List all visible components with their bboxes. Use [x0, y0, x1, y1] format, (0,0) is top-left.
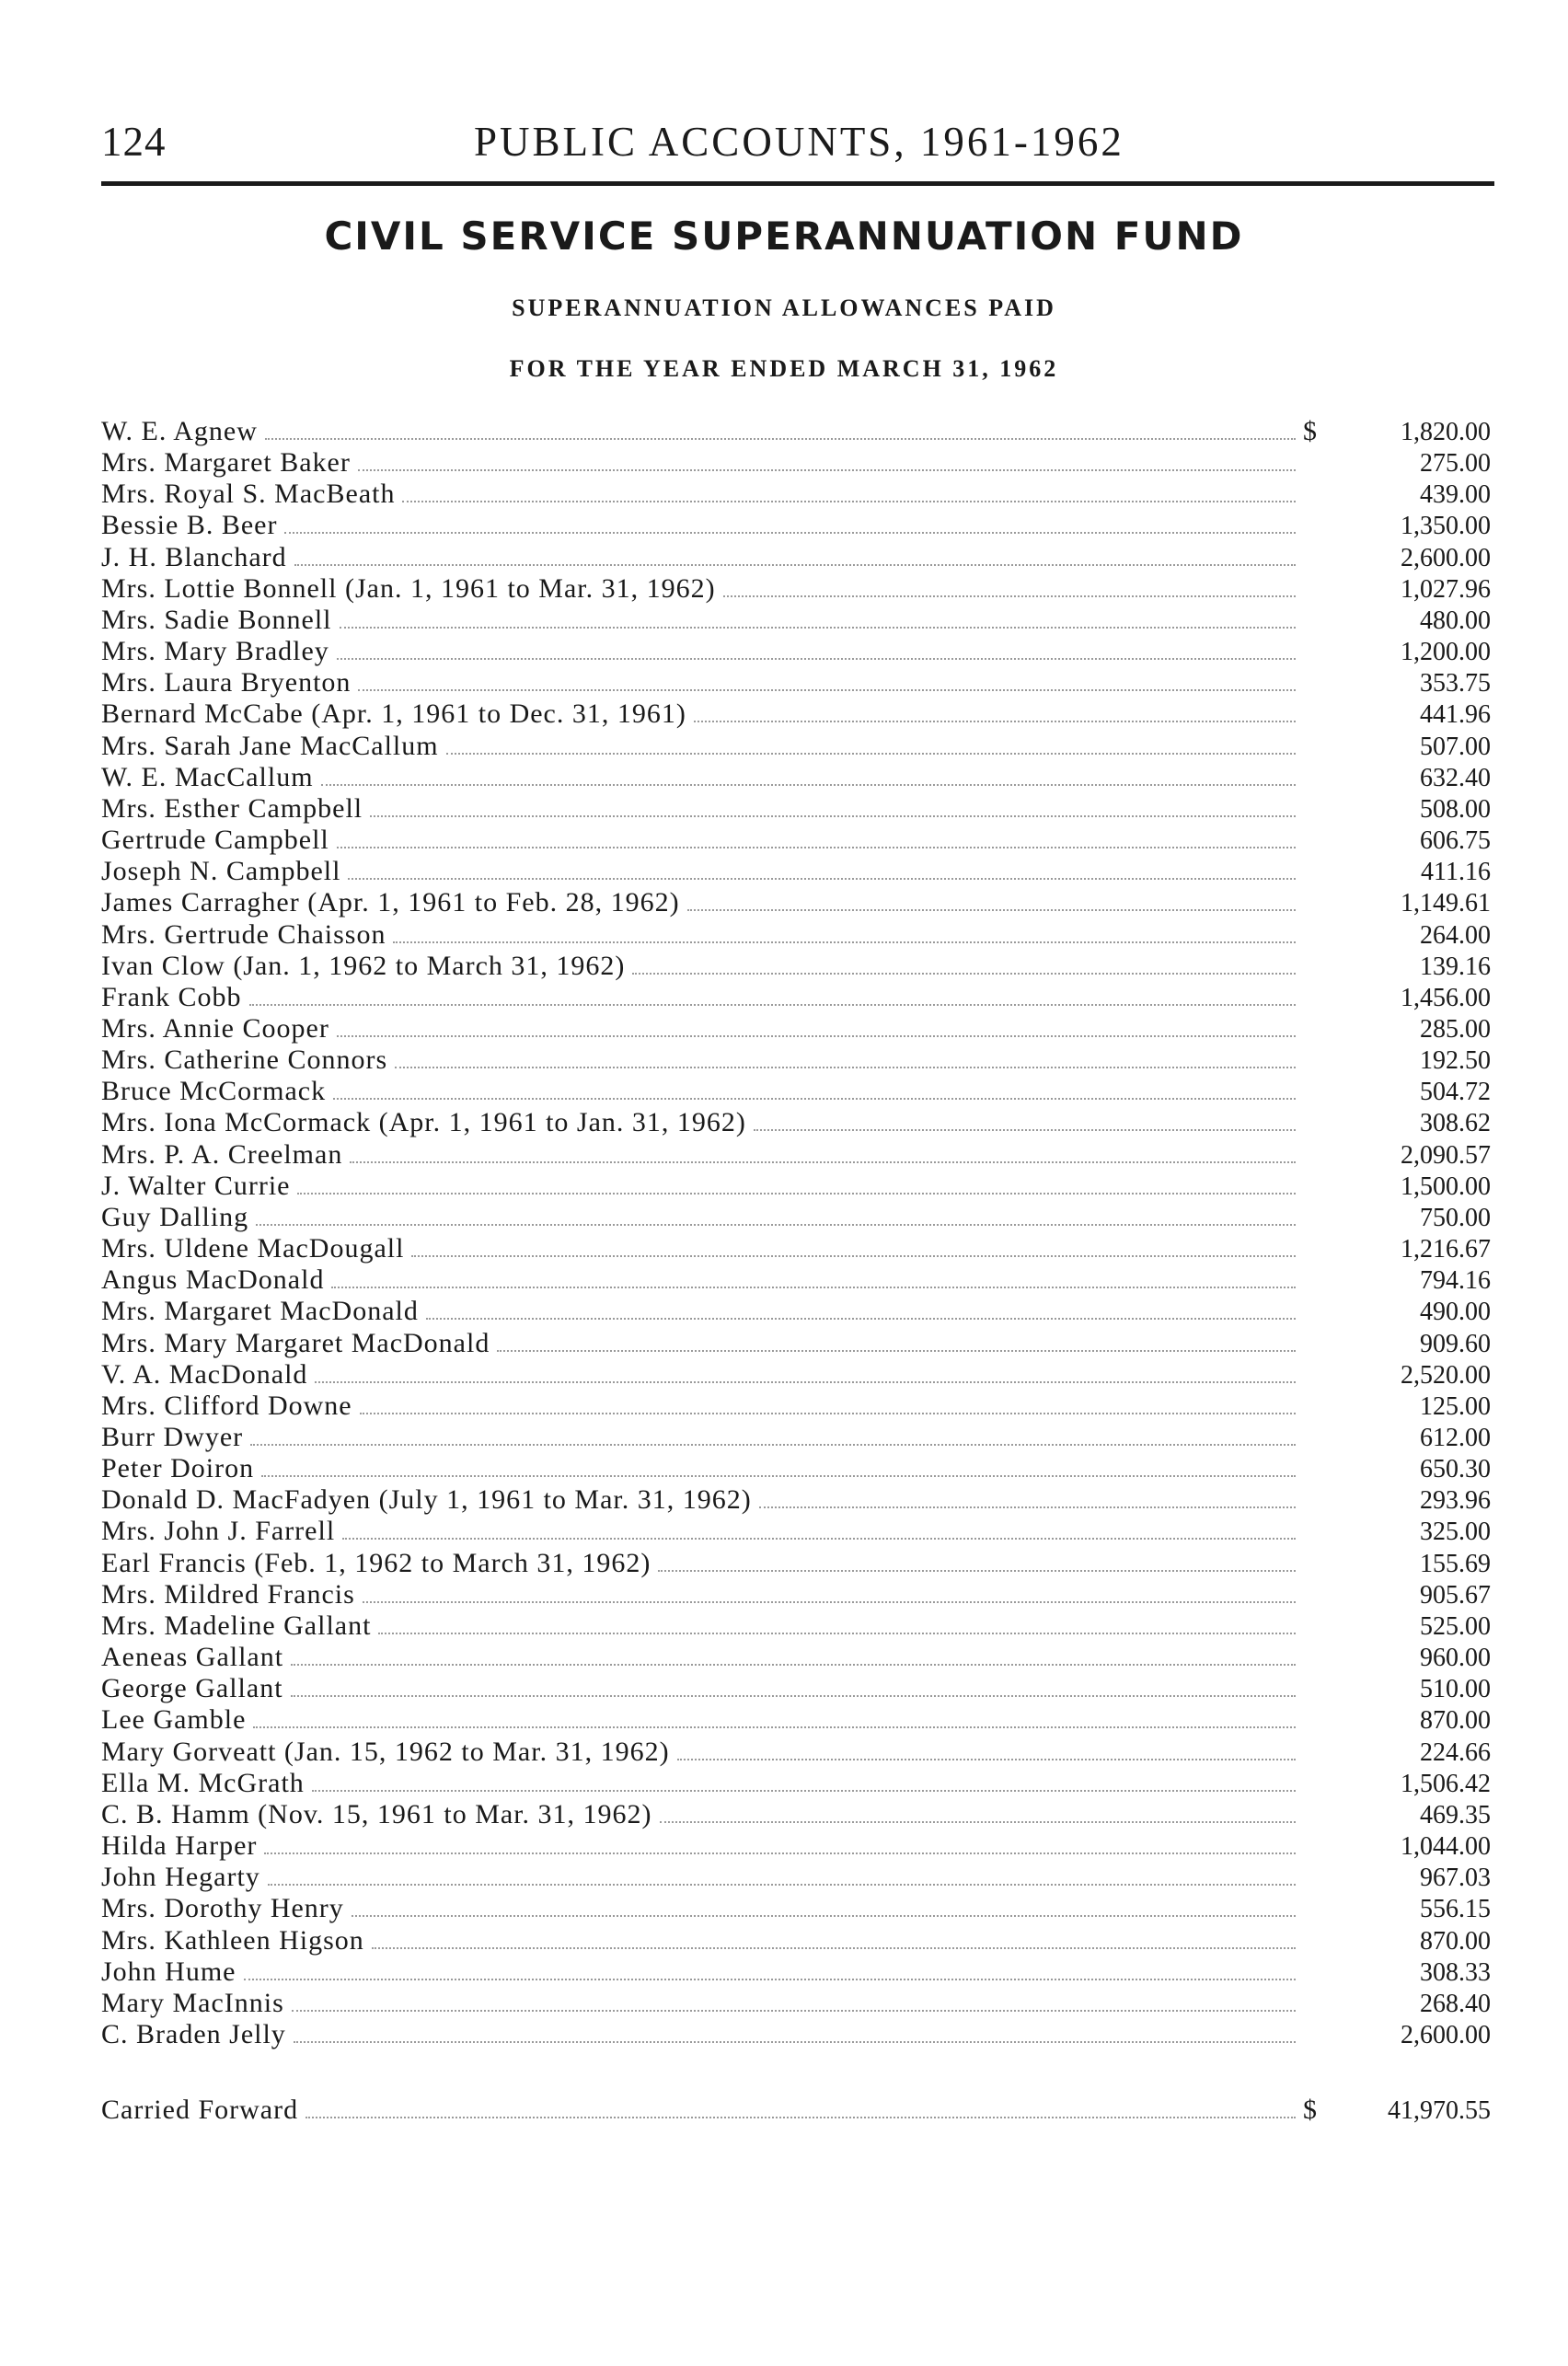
recipient-name: James Carragher (Apr. 1, 1961 to Feb. 28, 1962) [101, 887, 680, 918]
recipient-name: Mary Gorveatt (Jan. 15, 1962 to Mar. 31, 1962) [101, 1736, 670, 1767]
dot-leader [297, 1172, 1296, 1195]
recipient-name: Bernard McCabe (Apr. 1, 1961 to Dec. 31, 1961) [101, 698, 686, 730]
allowance-amount: 2,600.00 [1401, 543, 1491, 572]
recipient-name: Hilda Harper [101, 1830, 258, 1862]
dot-leader [350, 1141, 1296, 1163]
allowance-amount: 224.66 [1420, 1737, 1491, 1767]
ledger-row [101, 1988, 1491, 2019]
recipient-name: Joseph N. Campbell [101, 856, 341, 887]
recipient-name: Angus MacDonald [101, 1264, 325, 1296]
allowance-amount: 439.00 [1420, 480, 1491, 510]
ledger-row [101, 542, 1491, 573]
dot-leader [358, 669, 1296, 691]
ledger-row [101, 1139, 1491, 1171]
recipient-name: John Hegarty [101, 1862, 260, 1893]
dot-leader [291, 1644, 1296, 1666]
dot-leader [294, 2021, 1296, 2043]
recipient-name: Ivan Clow (Jan. 1, 1962 to March 31, 1962) [101, 950, 626, 981]
recipient-name: Mrs. Margaret Baker [101, 447, 351, 479]
allowance-amount: 1,350.00 [1401, 512, 1491, 541]
ledger-row [101, 982, 1491, 1013]
allowance-amount: 1,044.00 [1401, 1832, 1491, 1862]
recipient-name: Ella M. McGrath [101, 1767, 305, 1798]
allowance-amount: 508.00 [1420, 794, 1491, 824]
allowance-amount: 905.67 [1420, 1580, 1491, 1610]
dot-leader [360, 1392, 1296, 1414]
dot-leader [363, 1581, 1296, 1603]
dot-leader [446, 733, 1296, 755]
ledger-row [101, 762, 1491, 793]
allowance-amount: 411.16 [1421, 858, 1491, 887]
dot-leader [370, 795, 1296, 817]
recipient-name: C. B. Hamm (Nov. 15, 1961 to Mar. 31, 1962) [101, 1798, 652, 1829]
ledger-row [101, 1328, 1491, 1359]
dot-leader [372, 1927, 1296, 1949]
allowance-amount: 125.00 [1420, 1391, 1491, 1421]
allowance-amount: 353.75 [1420, 669, 1491, 698]
dot-leader [358, 449, 1296, 471]
ledger-row [101, 1359, 1491, 1391]
recipient-name: J. Walter Currie [101, 1170, 291, 1201]
recipient-name: Mrs. Mildred Francis [101, 1578, 355, 1610]
allowance-amount: 1,456.00 [1401, 983, 1491, 1012]
dot-leader [337, 826, 1296, 848]
recipient-name: Burr Dwyer [101, 1422, 244, 1452]
ledger-row [101, 1264, 1491, 1296]
recipient-name: Bruce McCormack [101, 1076, 327, 1107]
allowance-amount: 750.00 [1420, 1203, 1491, 1232]
recipient-name: Mrs. Clifford Downe [101, 1390, 352, 1421]
ledger-row [101, 1737, 1491, 1768]
recipient-name: Frank Cobb [101, 981, 242, 1012]
recipient-name: Mrs. Gertrude Chaisson [101, 918, 386, 950]
dot-leader [378, 1612, 1296, 1634]
dot-leader [312, 1770, 1296, 1792]
ledger-row [101, 1956, 1491, 1988]
recipient-name: W. E. MacCallum [101, 761, 314, 792]
recipient-name: W. E. Agnew [101, 416, 258, 446]
ledger-row [101, 1799, 1491, 1830]
allowance-amount: 1,820.00 [1401, 418, 1491, 446]
recipient-name: Donald D. MacFadyen (July 1, 1961 to Mar. 31, 1962) [101, 1484, 752, 1516]
recipient-name: Guy Dalling [101, 1201, 249, 1232]
allowance-amount: 139.16 [1420, 952, 1491, 981]
ledger-row [101, 825, 1491, 856]
allowance-amount: 1,200.00 [1401, 638, 1491, 667]
dot-leader [340, 606, 1297, 629]
recipient-name: Mrs. Mary Margaret MacDonald [101, 1327, 490, 1358]
dot-leader [253, 1706, 1296, 1728]
recipient-name: Mrs. Iona McCormack (Apr. 1, 1961 to Jan. 31, 1962) [101, 1107, 746, 1138]
recipient-name: Earl Francis (Feb. 1, 1962 to March 31, 1962) [101, 1547, 651, 1578]
allowance-amount: 285.00 [1420, 1014, 1491, 1044]
recipient-name: V. A. MacDonald [101, 1358, 308, 1390]
recipient-name: George Gallant [101, 1673, 283, 1704]
recipient-name: J. H. Blanchard [101, 541, 287, 572]
dot-leader [249, 984, 1297, 1006]
ledger-row [101, 1484, 1491, 1516]
recipient-name: Mrs. Esther Campbell [101, 792, 363, 824]
allowance-amount: 1,216.67 [1401, 1235, 1491, 1264]
ledger-row [101, 479, 1491, 510]
dot-leader [306, 2096, 1296, 2118]
ledger-row [101, 2019, 1491, 2050]
recipient-name: Bessie B. Beer [101, 510, 278, 541]
allowance-amount: 490.00 [1420, 1298, 1491, 1327]
ledger-row [101, 1768, 1491, 1799]
page-number: 124 [101, 119, 167, 165]
header-rule [101, 181, 1494, 186]
recipient-name: C. Braden Jelly [101, 2018, 286, 2049]
recipient-name: Mrs. Madeline Gallant [101, 1610, 372, 1641]
ledger-row [101, 510, 1491, 541]
dot-leader [256, 1204, 1296, 1226]
recipient-name: Mrs. Mary Bradley [101, 636, 329, 667]
page-subtitle: SUPERANNUATION ALLOWANCES PAID [512, 294, 1056, 321]
ledger-row [101, 1013, 1491, 1045]
allowance-amount: 606.75 [1420, 826, 1491, 856]
dot-leader [660, 1801, 1296, 1823]
ledger-row [101, 1391, 1491, 1422]
allowance-amount: 2,090.57 [1401, 1140, 1491, 1170]
page-title: CIVIL SERVICE SUPERANNUATION FUND [324, 214, 1244, 259]
ledger-row [101, 1830, 1491, 1862]
allowance-amount: 268.40 [1420, 1989, 1491, 2018]
allowance-amount: 469.35 [1420, 1800, 1491, 1829]
carried-forward-amount: 41,970.55 [1388, 2096, 1491, 2125]
carried-forward-row [101, 2095, 1491, 2126]
fiscal-year-line: FOR THE YEAR ENDED MARCH 31, 1962 [509, 355, 1059, 382]
dot-leader [265, 418, 1296, 440]
carried-forward-label: Carried Forward [101, 2095, 299, 2125]
allowance-amount: 308.33 [1420, 1957, 1491, 1987]
dot-leader [348, 858, 1296, 880]
ledger-row [101, 1453, 1491, 1484]
ledger-row [101, 1107, 1491, 1138]
dot-leader [337, 638, 1296, 660]
dot-leader [261, 1455, 1296, 1477]
ledger-row [101, 605, 1491, 636]
allowance-amount: 275.00 [1420, 449, 1491, 479]
recipient-name: Mrs. Kathleen Higson [101, 1924, 364, 1956]
dot-leader [331, 1266, 1296, 1288]
ledger-row [101, 1673, 1491, 1704]
allowance-amount: 525.00 [1420, 1611, 1491, 1641]
allowance-amount: 293.96 [1420, 1486, 1491, 1516]
dot-leader [268, 1864, 1296, 1886]
dot-leader [337, 1015, 1296, 1037]
ledger-row [101, 1171, 1491, 1202]
ledger-row [101, 1704, 1491, 1736]
dot-leader [244, 1958, 1297, 1980]
ledger-row [101, 731, 1491, 762]
ledger-row [101, 698, 1491, 730]
ledger-row [101, 793, 1491, 825]
dot-leader [687, 889, 1296, 911]
dot-leader [402, 480, 1296, 502]
recipient-name: Aeneas Gallant [101, 1642, 284, 1673]
ledger-row [101, 1422, 1491, 1453]
recipient-name: Mrs. P. A. Creelman [101, 1138, 343, 1170]
allowance-amount: 870.00 [1420, 1706, 1491, 1736]
allowance-amount: 967.03 [1420, 1864, 1491, 1893]
recipient-name: Mrs. Dorothy Henry [101, 1893, 344, 1924]
allowance-amount: 1,027.96 [1401, 574, 1491, 604]
allowance-amount: 870.00 [1420, 1926, 1491, 1956]
dot-leader [759, 1486, 1296, 1508]
allowance-amount: 1,500.00 [1401, 1171, 1491, 1201]
recipient-name: Mary MacInnis [101, 1987, 284, 2018]
ledger-row [101, 573, 1491, 605]
allowance-amount: 507.00 [1420, 732, 1491, 761]
dot-leader [321, 764, 1296, 786]
dot-leader [352, 1895, 1296, 1917]
allowance-amount: 632.40 [1420, 763, 1491, 792]
allowance-amount: 480.00 [1420, 606, 1491, 635]
dot-leader [393, 921, 1296, 943]
allowance-amount: 441.96 [1420, 700, 1491, 730]
recipient-name: Mrs. John J. Farrell [101, 1516, 336, 1547]
allowance-amount: 192.50 [1420, 1046, 1491, 1076]
allowance-amount: 308.62 [1420, 1109, 1491, 1138]
allowance-amount: 1,506.42 [1401, 1769, 1491, 1798]
dot-leader [754, 1109, 1296, 1131]
allowance-amount: 612.00 [1420, 1424, 1491, 1452]
ledger-row [101, 1610, 1491, 1642]
ledger-row [101, 1893, 1491, 1924]
recipient-name: Mrs. Catherine Connors [101, 1045, 388, 1076]
recipient-name: Mrs. Laura Bryenton [101, 667, 352, 698]
dot-leader [292, 1990, 1296, 2012]
dot-leader [342, 1518, 1296, 1540]
allowance-amount: 1,149.61 [1401, 889, 1491, 918]
ledger-row [101, 1642, 1491, 1673]
recipient-name: Mrs. Sarah Jane MacCallum [101, 730, 439, 761]
ledger-row [101, 1233, 1491, 1264]
dot-leader [315, 1361, 1296, 1383]
dot-leader [677, 1738, 1296, 1760]
recipient-name: Mrs. Margaret MacDonald [101, 1296, 419, 1327]
ledger-row [101, 447, 1491, 479]
recipient-name: Mrs. Annie Cooper [101, 1012, 329, 1044]
dot-leader [426, 1298, 1296, 1320]
ledger-row [101, 1516, 1491, 1547]
dot-leader [395, 1046, 1296, 1068]
dot-leader [411, 1235, 1296, 1257]
recipient-name: Mrs. Royal S. MacBeath [101, 479, 396, 510]
ledger-row [101, 1045, 1491, 1076]
allowance-amount: 325.00 [1420, 1518, 1491, 1547]
allowance-amount: 909.60 [1420, 1329, 1491, 1358]
dot-leader [284, 512, 1296, 534]
ledger-row [101, 1202, 1491, 1233]
running-title: PUBLIC ACCOUNTS, 1961-1962 [474, 119, 1124, 165]
ledger-row [101, 1076, 1491, 1107]
dot-leader [723, 575, 1296, 597]
ledger-row [101, 919, 1491, 951]
dot-leader [658, 1550, 1296, 1572]
allowance-amount: 794.16 [1420, 1266, 1491, 1296]
allowance-amount: 155.69 [1420, 1549, 1491, 1578]
recipient-name: Lee Gamble [101, 1704, 247, 1736]
recipient-name: Mrs. Uldene MacDougall [101, 1233, 405, 1264]
currency-symbol: $ [1303, 416, 1317, 446]
dot-leader [632, 952, 1296, 975]
dot-leader [264, 1832, 1296, 1854]
recipient-name: Peter Doiron [101, 1453, 255, 1484]
ledger-row [101, 856, 1491, 887]
allowance-amount: 2,520.00 [1401, 1360, 1491, 1390]
dot-leader [694, 700, 1296, 722]
recipient-name: Gertrude Campbell [101, 825, 329, 856]
ledger-row [101, 667, 1491, 698]
recipient-name: Mrs. Lottie Bonnell (Jan. 1, 1961 to Mar. 31, 1962) [101, 572, 716, 604]
running-head [101, 118, 1485, 169]
allowance-amount: 650.30 [1420, 1455, 1491, 1484]
ledger-row [101, 1579, 1491, 1610]
recipient-name: Mrs. Sadie Bonnell [101, 604, 332, 635]
dot-leader [497, 1330, 1296, 1352]
allowance-amount: 510.00 [1420, 1675, 1491, 1704]
dot-leader [294, 544, 1296, 566]
ledger-row [101, 1296, 1491, 1327]
dot-leader [250, 1424, 1296, 1446]
currency-symbol: $ [1303, 2095, 1317, 2125]
ledger-row [101, 1925, 1491, 1956]
ledger-row [101, 636, 1491, 667]
ledger-row [101, 1862, 1491, 1893]
ledger-row [101, 887, 1491, 918]
allowance-amount: 504.72 [1420, 1078, 1491, 1107]
dot-leader [291, 1675, 1296, 1697]
dot-leader [333, 1078, 1296, 1100]
allowance-amount: 2,600.00 [1401, 2020, 1491, 2049]
allowance-amount: 556.15 [1420, 1895, 1491, 1924]
allowances-list [101, 416, 1491, 2050]
allowance-amount: 960.00 [1420, 1644, 1491, 1673]
allowance-amount: 264.00 [1420, 920, 1491, 950]
recipient-name: John Hume [101, 1956, 236, 1987]
ledger-row [101, 1548, 1491, 1579]
ledger-row [101, 416, 1491, 447]
ledger-row [101, 951, 1491, 982]
